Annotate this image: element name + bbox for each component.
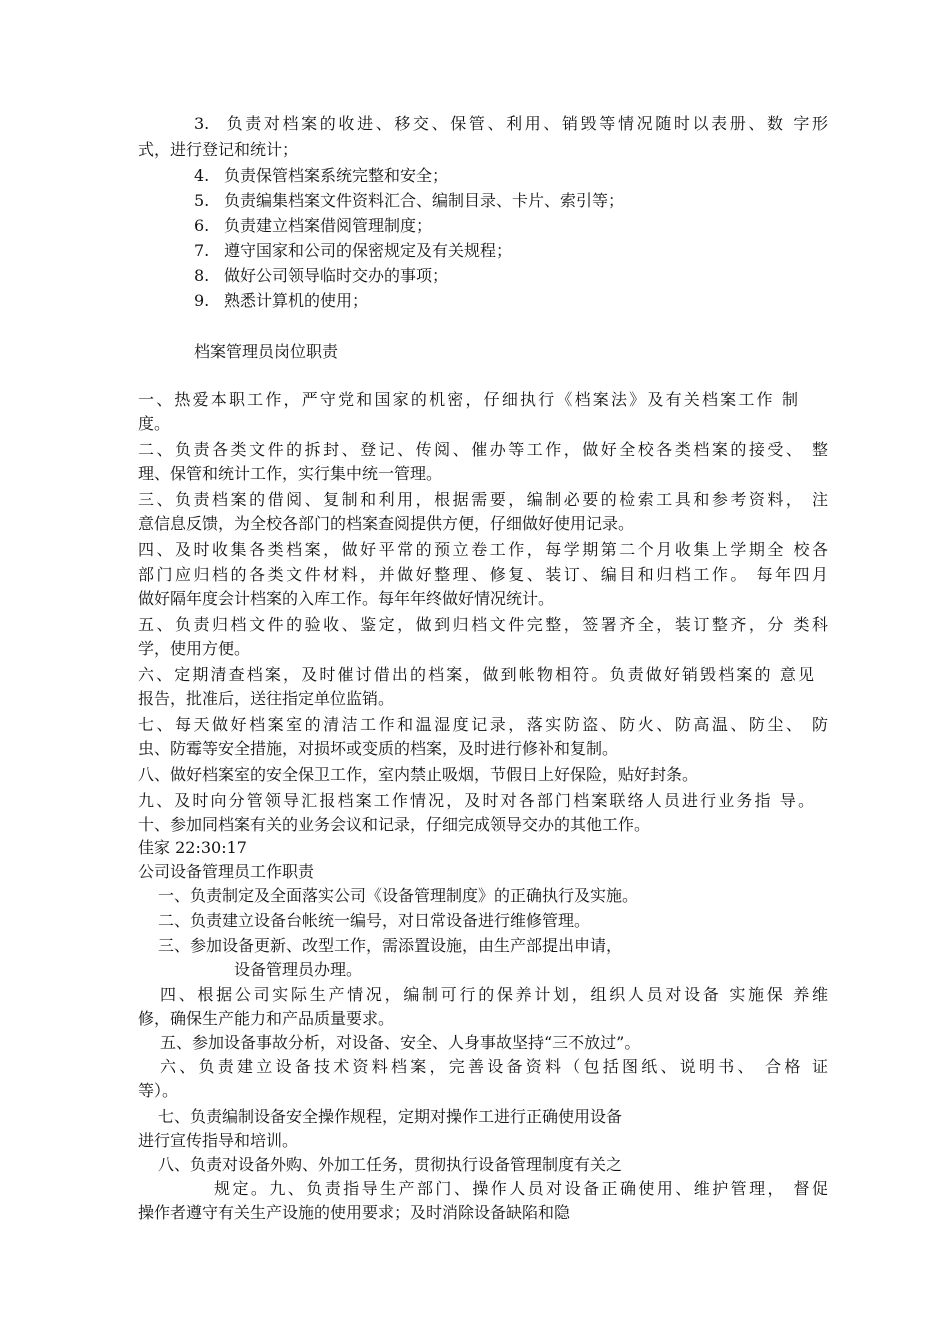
paragraph-line: 七、负责编制设备安全操作规程，定期对操作工进行正确使用设备: [158, 1107, 623, 1126]
list-text: 负责编集档案文件资料汇合、编制目录、卡片、索引等；: [224, 191, 625, 210]
subsection-title: 公司设备管理员工作职责: [138, 862, 315, 881]
list-item-7: [194, 239, 512, 263]
list-text: 做好公司领导临时交办的事项；: [224, 266, 449, 285]
list-number: 7.: [194, 241, 210, 260]
paragraph-line: 报告，批准后，送往指定单位监销。: [138, 689, 395, 708]
list-item-8: [194, 264, 448, 288]
list-text: 负责建立档案借阅管理制度；: [224, 216, 433, 235]
paragraph-line: 度。: [138, 414, 171, 433]
paragraph-line: 八、负责对设备外购、外加工任务，贯彻执行设备管理制度有关之: [158, 1155, 623, 1174]
list-item-6: [194, 214, 432, 238]
list-text: 负责保管档案系统完整和安全；: [224, 166, 449, 185]
list-text: 熟悉计算机的使用；: [224, 291, 369, 310]
paragraph-line: 等）。: [138, 1081, 179, 1100]
paragraph-line: 进行宣传指导和培训。: [138, 1131, 299, 1150]
paragraph-line: 五、负责归档文件的验收、鉴定，做到归档文件完整，签署齐全，装订整齐，分 类科: [138, 615, 828, 634]
paragraph-line: 操作者遵守有关生产设施的使用要求；及时消除设备缺陷和隐: [138, 1203, 571, 1222]
paragraph-line: 一、热爱本职工作，严守党和国家的机密，仔细执行《档案法》及有关档案工作 制: [138, 390, 798, 409]
paragraph-line: 五、参加设备事故分析，对设备、安全、人身事故坚持“三不放过”。: [160, 1033, 641, 1052]
paragraph-line: 二、负责各类文件的拆封、登记、传阅、催办等工作，做好全校各类档案的接受、 整: [138, 440, 828, 459]
paragraph-line: 六、定期清查档案，及时催讨借出的档案，做到帐物相符。负责做好销毁档案的 意见: [138, 665, 814, 684]
paragraph-line: 虫、防霉等安全措施，对损坏或变质的档案，及时进行修补和复制。: [138, 739, 619, 758]
list-number: 3.: [194, 114, 210, 133]
list-text: 遵守国家和公司的保密规定及有关规程；: [224, 241, 513, 260]
paragraph-line: 六、负责建立设备技术资料档案，完善设备资料（包括图纸、说明书、 合格 证: [160, 1057, 828, 1076]
paragraph-line: 规定。九、负责指导生产部门、操作人员对设备正确使用、维护管理， 督促: [214, 1179, 828, 1198]
paragraph-line: 三、参加设备更新、改型工作，需添置设施，由生产部提出申请，: [158, 936, 623, 955]
section-title: 档案管理员岗位职责: [194, 342, 339, 361]
list-item-5: [194, 189, 624, 213]
paragraph-line: 意信息反馈，为全校各部门的档案查阅提供方便，仔细做好使用记录。: [138, 514, 635, 533]
paragraph-line: 理、保管和统计工作，实行集中统一管理。: [138, 464, 443, 483]
list-item-3-continuation: 式，进行登记和统计；: [138, 140, 299, 159]
paragraph-line: 二、负责建立设备台帐统一编号，对日常设备进行维修管理。: [158, 911, 591, 930]
list-item-4: [194, 164, 448, 188]
paragraph-line: 四、及时收集各类档案，做好平常的预立卷工作，每学期第二个月收集上学期全 校各: [138, 540, 828, 559]
list-item-3: [194, 112, 828, 136]
list-number: 6.: [194, 216, 210, 235]
paragraph-line: 修，确保生产能力和产品质量要求。: [138, 1009, 395, 1028]
paragraph-line: 九、及时向分管领导汇报档案工作情况，及时对各部门档案联络人员进行业务指 导。: [138, 791, 814, 810]
timestamp-line: 佳家 22:30:17: [138, 838, 247, 857]
paragraph-line: 学，使用方便。: [138, 639, 251, 658]
paragraph-line: 一、负责制定及全面落实公司《设备管理制度》的正确执行及实施。: [158, 886, 639, 905]
list-number: 5.: [194, 191, 210, 210]
paragraph-line: 七、每天做好档案室的清洁工作和温湿度记录，落实防盗、防火、防高温、防尘、 防: [138, 715, 828, 734]
list-number: 9.: [194, 291, 210, 310]
list-number: 8.: [194, 266, 210, 285]
list-text: 负责对档案的收进、移交、保管、利用、销毁等情况随时以表册、数 字形: [224, 114, 828, 133]
paragraph-line: 设备管理员办理。: [234, 960, 363, 979]
paragraph-line: 十、参加同档案有关的业务会议和记录，仔细完成领导交办的其他工作。: [138, 815, 651, 834]
list-number: 4.: [194, 166, 210, 185]
paragraph-line: 三、负责档案的借阅、复制和利用，根据需要，编制必要的检索工具和参考资料， 注: [138, 490, 828, 509]
paragraph-line: 八、做好档案室的安全保卫工作，室内禁止吸烟，节假日上好保险，贴好封条。: [138, 765, 699, 784]
paragraph-line: 部门应归档的各类文件材料，并做好整理、修复、装订、编目和归档工作。 每年四月: [138, 565, 828, 584]
paragraph-line: 做好隔年度会计档案的入库工作。每年年终做好情况统计。: [138, 589, 555, 608]
list-item-9: [194, 289, 368, 313]
paragraph-line: 四、根据公司实际生产情况，编制可行的保养计划，组织人员对设备 实施保 养维: [160, 985, 828, 1004]
